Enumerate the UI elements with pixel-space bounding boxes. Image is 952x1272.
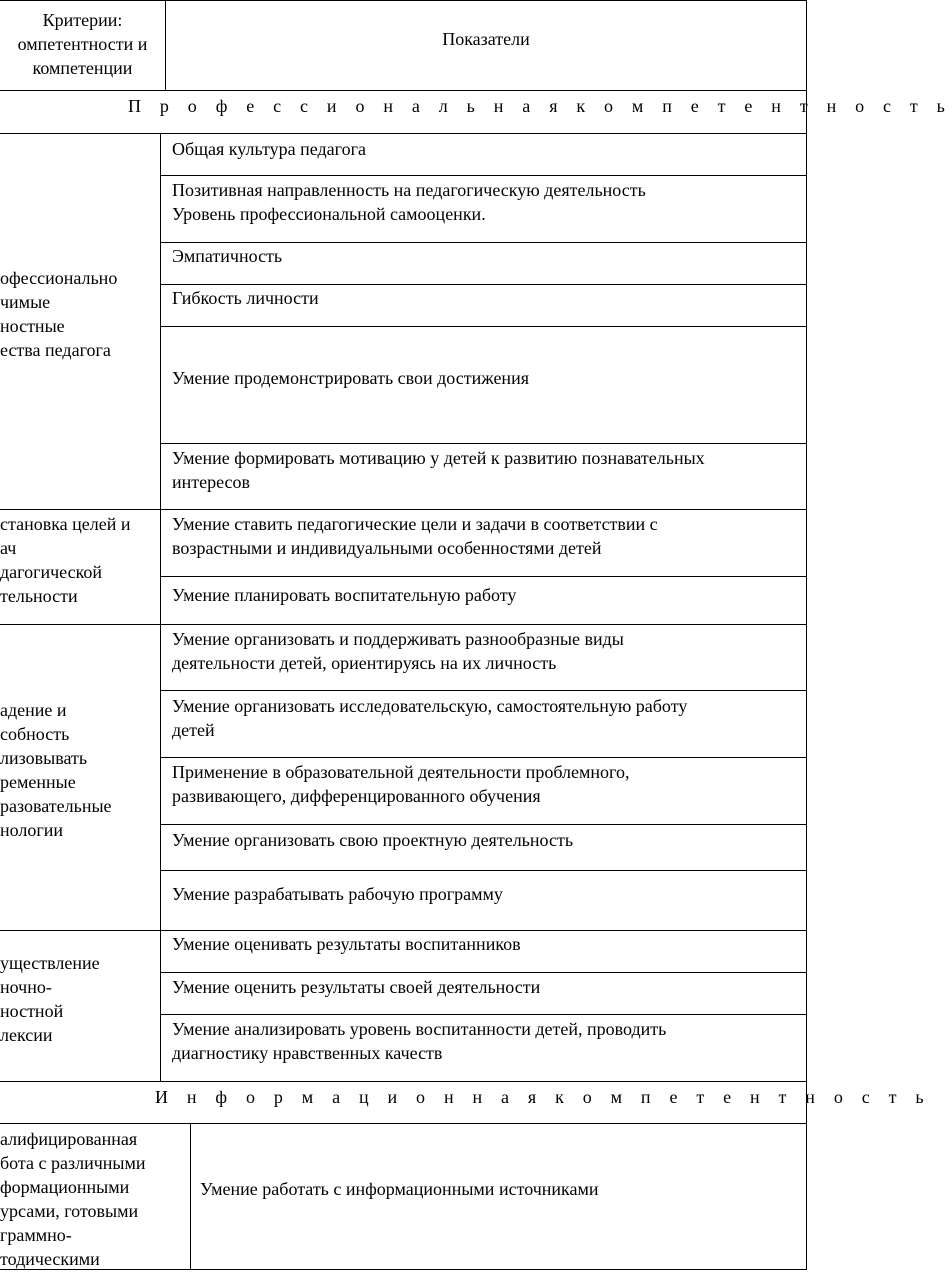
- row-divider: [160, 175, 807, 176]
- row-divider: [160, 824, 807, 825]
- row-divider: [160, 757, 807, 758]
- section-title-informational: И н ф о р м а ц и о н н а я к о м п е т е н т н о с т ь: [155, 1087, 931, 1107]
- row-divider: [160, 284, 807, 285]
- indicator-cell: Умение анализировать уровень воспитанности детей, проводить диагностику нравственных качеств: [172, 1019, 667, 1063]
- row-divider: [160, 870, 807, 871]
- indicator-cell: Общая культура педагога: [172, 139, 366, 159]
- criterion-group-2: становка целей и ач дагогической тельности: [0, 514, 131, 606]
- header-criteria: Критерии: омпетентности и компетенции: [17, 10, 148, 78]
- criterion-group-5: алифицированная бота с различными формационными урсами, готовыми граммно- тодическими: [0, 1129, 146, 1269]
- row-divider: [0, 133, 807, 134]
- indicator-cell: Умение оценить результаты своей деятельности: [172, 977, 541, 997]
- row-divider: [0, 1081, 807, 1082]
- header-indicators: Показатели: [442, 29, 530, 49]
- column-divider: [806, 0, 807, 1270]
- row-divider: [160, 690, 807, 691]
- row-divider: [0, 90, 807, 91]
- indicator-cell: Умение организовать свою проектную деятельность: [172, 830, 574, 850]
- criterion-group-4: уществление ночно- ностной лексии: [0, 953, 100, 1045]
- row-divider: [160, 972, 807, 973]
- row-divider: [0, 930, 807, 931]
- row-divider: [160, 443, 807, 444]
- indicator-cell: Позитивная направленность на педагогическую деятельность Уровень профессиональной самооценки.: [172, 180, 646, 224]
- indicator-cell: Умение оценивать результаты воспитанников: [172, 934, 521, 954]
- criterion-group-3: адение и собность лизовывать ременные разовательные нологии: [0, 700, 112, 840]
- row-divider: [160, 1014, 807, 1015]
- section-title-professional: П р о ф е с с и о н а л ь н а я к о м п е т е н т н о с т ь: [128, 96, 952, 116]
- column-divider: [160, 133, 161, 1081]
- row-divider: [160, 576, 807, 577]
- row-divider: [160, 326, 807, 327]
- indicator-cell: Умение продемонстрировать свои достижения: [172, 368, 529, 388]
- row-divider: [0, 0, 807, 1]
- indicator-cell: Умение организовать и поддерживать разнообразные виды деятельности детей, ориентируясь на их личность: [172, 629, 624, 673]
- row-divider: [160, 242, 807, 243]
- column-divider: [190, 1123, 191, 1270]
- indicator-cell: Умение организовать исследовательскую, самостоятельную работу детей: [172, 696, 688, 740]
- indicator-cell: Умение работать с информационными источниками: [200, 1179, 599, 1199]
- row-divider: [0, 509, 807, 510]
- indicator-cell: Умение ставить педагогические цели и задачи в соответствии с возрастными и индивидуальными особенностями детей: [172, 514, 658, 558]
- indicator-cell: Умение планировать воспитательную работу: [172, 585, 517, 605]
- indicator-cell: Умение формировать мотивацию у детей к развитию познавательных интересов: [172, 448, 705, 492]
- indicator-cell: Гибкость личности: [172, 288, 319, 308]
- criterion-group-1: офессионально чимые ностные ества педагога: [0, 268, 118, 360]
- row-divider: [0, 624, 807, 625]
- row-divider: [0, 1123, 807, 1124]
- indicator-cell: Применение в образовательной деятельности проблемного, развивающего, дифференцированного обучения: [172, 762, 630, 806]
- indicator-cell: Эмпатичность: [172, 246, 283, 266]
- indicator-cell: Умение разрабатывать рабочую программу: [172, 884, 503, 904]
